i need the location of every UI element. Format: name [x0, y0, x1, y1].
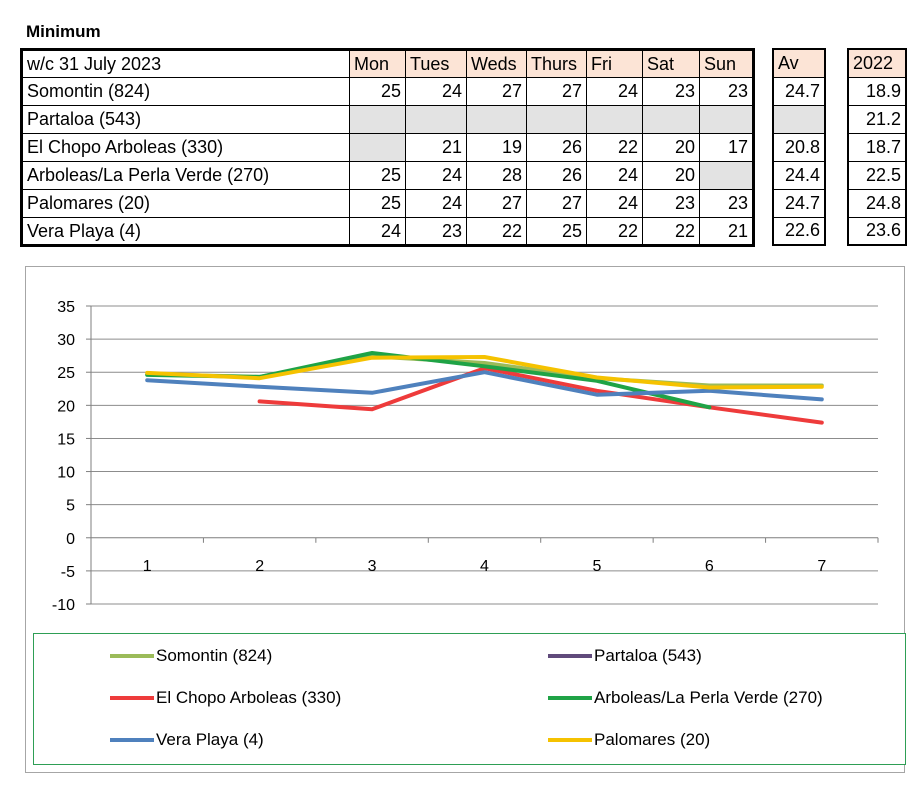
- legend-swatch: [110, 696, 154, 700]
- prev-year-cell: 23.6: [848, 217, 906, 245]
- x-tick-label: 2: [255, 557, 265, 575]
- y-tick-label: -10: [51, 597, 75, 614]
- temperature-cell: 25: [350, 190, 406, 218]
- temperature-cell: 24: [587, 190, 643, 218]
- temperature-cell: [350, 134, 406, 162]
- table-row: [22, 134, 754, 162]
- station-name: Partaloa (543): [22, 106, 350, 134]
- legend-label: Partaloa (543): [594, 646, 702, 665]
- station-name: El Chopo Arboleas (330): [22, 134, 350, 162]
- temperature-cell: 27: [527, 190, 587, 218]
- legend-label: El Chopo Arboleas (330): [156, 688, 342, 707]
- temperature-cell: 22: [643, 218, 700, 246]
- day-header: Fri: [587, 50, 643, 78]
- week-label: w/c 31 July 2023: [22, 50, 350, 78]
- table-row: [22, 190, 754, 218]
- temperature-cell: 27: [527, 78, 587, 106]
- page-title: Minimum: [26, 22, 101, 41]
- temperature-cell: [467, 106, 527, 134]
- legend-label: Somontin (824): [156, 646, 273, 665]
- temperature-cell: 23: [406, 218, 467, 246]
- legend-label: Arboleas/La Perla Verde (270): [594, 688, 823, 707]
- legend-item: [548, 730, 710, 750]
- table-row: [22, 162, 754, 190]
- temperature-cell: 25: [350, 162, 406, 190]
- x-tick-label: 3: [367, 557, 377, 575]
- y-tick-label: 25: [57, 365, 75, 383]
- chart-legend: [33, 633, 906, 765]
- legend-swatch: [110, 738, 154, 742]
- legend-swatch: [548, 696, 592, 700]
- average-cell: 24.7: [773, 77, 825, 105]
- temperature-cell: 23: [700, 78, 754, 106]
- temperature-cell: 25: [350, 78, 406, 106]
- previous-year-table: [847, 48, 907, 246]
- legend-label: Vera Playa (4): [156, 730, 264, 749]
- temperature-cell: 20: [643, 162, 700, 190]
- x-tick-label: 1: [142, 557, 152, 575]
- station-name: Arboleas/La Perla Verde (270): [22, 162, 350, 190]
- table-row: [22, 78, 754, 106]
- y-tick-label: 5: [66, 497, 75, 515]
- day-header: Mon: [350, 50, 406, 78]
- temperature-cell: 23: [700, 190, 754, 218]
- day-header: Sun: [700, 50, 754, 78]
- line-chart: [25, 266, 905, 636]
- temperature-cell: 27: [467, 190, 527, 218]
- temperature-cell: [527, 106, 587, 134]
- legend-label: Palomares (20): [594, 730, 711, 749]
- prev-year-cell: 22.5: [848, 161, 906, 189]
- temperature-cell: 19: [467, 134, 527, 162]
- y-tick-label: 35: [57, 299, 75, 316]
- legend-swatch: [548, 654, 592, 658]
- day-header: Tues: [406, 50, 467, 78]
- y-tick-label: 10: [57, 464, 75, 482]
- temperature-cell: 25: [527, 218, 587, 246]
- legend-item: [110, 688, 341, 708]
- temperature-cell: 24: [406, 78, 467, 106]
- temperature-cell: 26: [527, 134, 587, 162]
- y-tick-label: 30: [57, 332, 75, 350]
- y-tick-label: 20: [57, 398, 75, 416]
- temperature-cell: 28: [467, 162, 527, 190]
- average-cell: 24.7: [773, 189, 825, 217]
- legend-item: [548, 688, 823, 708]
- legend-item: [110, 646, 272, 666]
- station-name: Vera Playa (4): [22, 218, 350, 246]
- temperature-cell: 17: [700, 134, 754, 162]
- temperature-cell: [643, 106, 700, 134]
- prev-year-header: 2022: [848, 49, 906, 77]
- legend-swatch: [110, 654, 154, 658]
- temperature-cell: [350, 106, 406, 134]
- temperature-cell: 22: [587, 134, 643, 162]
- temperature-cell: 24: [406, 162, 467, 190]
- day-header: Sat: [643, 50, 700, 78]
- temperature-cell: 26: [527, 162, 587, 190]
- temperature-cell: 24: [350, 218, 406, 246]
- temperature-cell: 24: [587, 162, 643, 190]
- temperature-cell: 24: [406, 190, 467, 218]
- x-tick-label: 7: [817, 557, 827, 575]
- temperature-cell: 21: [406, 134, 467, 162]
- temperature-table: [20, 48, 755, 247]
- legend-item: [548, 646, 702, 666]
- table-row: [22, 218, 754, 246]
- station-name: Somontin (824): [22, 78, 350, 106]
- y-tick-label: 15: [57, 431, 75, 449]
- average-table: [772, 48, 826, 246]
- y-tick-label: 0: [66, 530, 75, 548]
- temperature-cell: [700, 162, 754, 190]
- x-tick-label: 5: [592, 557, 602, 575]
- temperature-cell: [587, 106, 643, 134]
- prev-year-cell: 21.2: [848, 105, 906, 133]
- day-header: Thurs: [527, 50, 587, 78]
- temperature-cell: 23: [643, 190, 700, 218]
- table-header-row: [22, 50, 754, 78]
- temperature-cell: 22: [587, 218, 643, 246]
- temperature-cell: 21: [700, 218, 754, 246]
- day-header: Weds: [467, 50, 527, 78]
- series-line: [260, 368, 822, 422]
- prev-year-cell: 18.7: [848, 133, 906, 161]
- station-name: Palomares (20): [22, 190, 350, 218]
- x-tick-label: 4: [480, 557, 489, 575]
- legend-swatch: [548, 738, 592, 742]
- table-row: [22, 106, 754, 134]
- temperature-cell: 24: [587, 78, 643, 106]
- average-cell: 22.6: [773, 217, 825, 245]
- temperature-cell: [700, 106, 754, 134]
- av-header: Av: [773, 49, 825, 77]
- prev-year-cell: 18.9: [848, 77, 906, 105]
- temperature-cell: 23: [643, 78, 700, 106]
- temperature-cell: [406, 106, 467, 134]
- temperature-cell: 27: [467, 78, 527, 106]
- temperature-cell: 20: [643, 134, 700, 162]
- average-cell: [773, 105, 825, 133]
- legend-item: [110, 730, 264, 750]
- average-cell: 20.8: [773, 133, 825, 161]
- y-tick-label: -5: [60, 563, 75, 581]
- temperature-cell: 22: [467, 218, 527, 246]
- x-tick-label: 6: [704, 557, 714, 575]
- average-cell: 24.4: [773, 161, 825, 189]
- prev-year-cell: 24.8: [848, 189, 906, 217]
